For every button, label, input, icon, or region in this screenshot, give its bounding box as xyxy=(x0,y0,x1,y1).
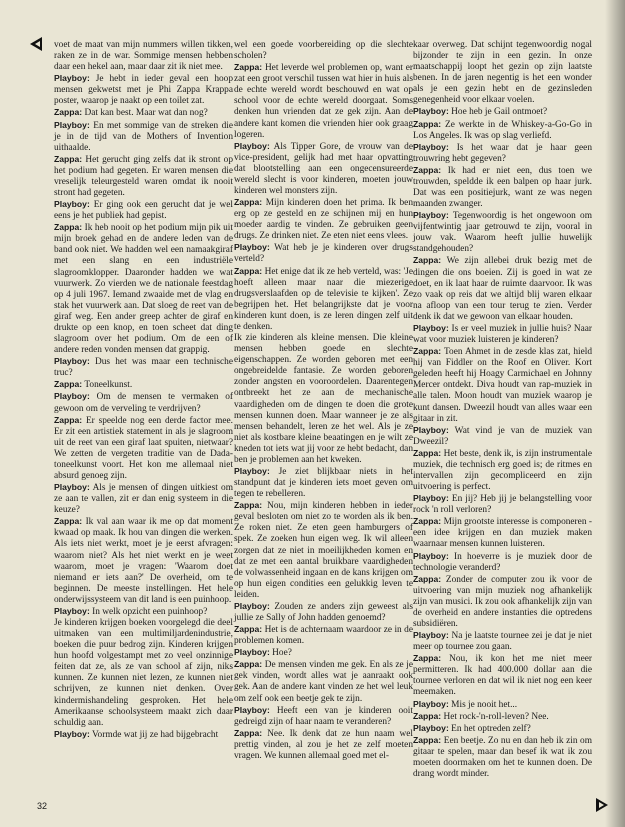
interview-paragraph xyxy=(413,699,592,711)
interview-paragraph xyxy=(234,647,413,659)
speaker-label-playboy: Playboy: xyxy=(234,704,270,715)
paragraph-text: In hoeverre is je muziek door de technologie veranderd? xyxy=(413,551,592,573)
paragraph-text: Om de mensen te vermaken of gewoon om de verveling te verdrijven? xyxy=(54,392,234,414)
paragraph-text: In welk opzicht een puinhoop? xyxy=(92,606,208,617)
interview-paragraph xyxy=(234,705,413,728)
speaker-label-playboy: Playboy: xyxy=(413,210,449,221)
paragraph-text: Dus het was maar een technische truc? xyxy=(54,357,233,379)
speaker-label-zappa: Zappa: xyxy=(413,710,442,721)
paragraph-text: Mijn grootste interesse is componeren - een idee krijgen en dan muziek maken waarnaar mensen kunnen luisteren. xyxy=(413,517,592,550)
page-number: 32 xyxy=(37,801,48,811)
interview-paragraph xyxy=(413,711,592,723)
interview-paragraph xyxy=(234,500,413,601)
interview-paragraph xyxy=(54,120,233,154)
paragraph-text: Vormde wat jij ze had bijgebracht xyxy=(92,729,219,740)
interview-paragraph xyxy=(234,242,413,265)
interview-paragraph xyxy=(54,73,233,107)
paragraph-text: Is er veel muziek in jullie huis? Naar wat voor muziek luisteren je kinderen? xyxy=(413,323,592,346)
paragraph-text: Hoe heb je Gail ontmoet? xyxy=(451,107,548,118)
paragraph-text: Het leverde wel problemen op, want er zat een groot verschil tussen wat hier in huis als de echte wereld wordt beschouwd en wat op school voor de echte wereld doorgaat. Soms denken hun vrienden dat ze gek zijn. Aan de andere kant komen die vrienden hier ook graag logeren. xyxy=(234,63,413,140)
interview-paragraph xyxy=(234,624,413,647)
interview-paragraph xyxy=(413,40,592,106)
paragraph-text: En jij? Heb jij je belangstelling voor rock 'n roll verloren? xyxy=(413,494,592,516)
paragraph-text: Ze werkte in de Whiskey-a-Go-Go in Los Angeles. Ik was op slag verliefd. xyxy=(413,119,592,141)
interview-paragraph xyxy=(413,653,592,698)
speaker-label-playboy: Playboy: xyxy=(413,322,449,333)
speaker-label-zappa: Zappa: xyxy=(234,62,263,73)
interview-paragraph xyxy=(234,266,413,333)
speaker-label-zappa: Zappa: xyxy=(413,255,442,266)
speaker-label-zappa: Zappa: xyxy=(54,516,83,527)
speaker-label-playboy: Playboy: xyxy=(413,722,449,733)
speaker-label-zappa: Zappa: xyxy=(234,624,263,635)
speaker-label-playboy: Playboy: xyxy=(54,119,90,130)
paragraph-text: Wat heb je je kinderen over drugs verteld? xyxy=(234,243,413,265)
speaker-label-zappa: Zappa: xyxy=(234,659,263,670)
previous-page-arrow-icon[interactable] xyxy=(30,37,42,51)
interview-paragraph xyxy=(234,659,413,704)
speaker-label-zappa: Zappa: xyxy=(234,197,263,208)
speaker-label-playboy: Playboy: xyxy=(234,600,270,611)
paragraph-text: Je hebt in ieder geval een hoop mensen gekwetst met je Phi Zappa Krappa poster, waarop je naakt op een toilet zat. xyxy=(54,74,234,107)
interview-paragraph xyxy=(413,106,592,118)
interview-paragraph xyxy=(54,199,233,222)
interview-paragraph xyxy=(54,222,233,356)
interview-paragraph xyxy=(413,551,592,574)
paragraph-text: Toneelkunst. xyxy=(84,380,133,391)
speaker-label-playboy: Playboy: xyxy=(54,73,90,84)
paragraph-text: Nee. Ik denk dat ze hun naam wel prettig vinden, al zou je het ze zelf moeten vragen. We kunnen allemaal goed met el- xyxy=(234,728,413,761)
interview-paragraph xyxy=(234,141,413,197)
paragraph-text: Toen Ahmet in de zesde klas zat, hield hij van Fiddler on the Roof en Oliver. Kort geleden heeft hij Hoagy Carmichael en Johnny Mercer ontdekt. Diva houdt van rap-muziek in alle talen. Moon houdt van muziek waarop je kunt dansen. Dweezil houdt van alles waar een gitaar in zit. xyxy=(413,347,593,424)
interview-paragraph xyxy=(234,601,413,624)
speaker-label-playboy: Playboy: xyxy=(413,141,449,152)
speaker-label-playboy: Playboy: xyxy=(54,482,90,493)
interview-paragraph xyxy=(413,255,592,322)
paragraph-text: Is het waar dat je haar geen trouwring hebt gegeven? xyxy=(413,142,592,164)
interview-paragraph xyxy=(413,119,592,142)
interview-paragraph xyxy=(413,516,592,550)
paragraph-text: Ik had er niet een, dus toen we trouwden, speldde ik een balpen op haar jurk. Dat was een positiejurk, want ze was negen maanden zwanger. xyxy=(413,165,592,210)
interview-paragraph xyxy=(54,391,233,414)
next-page-arrow-icon[interactable] xyxy=(596,798,608,812)
speaker-label-zappa: Zappa: xyxy=(54,153,83,164)
speaker-label-zappa: Zappa: xyxy=(413,346,442,357)
interview-paragraph xyxy=(54,356,233,379)
interview-paragraph xyxy=(54,107,233,119)
paragraph-text: Er speelde nog een derde factor mee. Er zit een artistiek statement in als je slagroom uit de reet van een giraf laat spuiten, nietwaar? We zetten de vergeten traditie van de Dada-toneelkunst voort. Het kon me allemaal niet absurd genoeg zijn. xyxy=(54,415,233,481)
text-column-1 xyxy=(54,40,233,741)
text-column-3 xyxy=(413,40,592,780)
paragraph-text: Nou, mijn kinderen hebben in ieder geval besloten om niet zo te worden als ik ben. Ze roken niet. Ze eten geen hamburgers of spek. Ze zoeken hun eigen weg. Ik wil alleen zorgen dat ze niet in moeilijkheden komen en dat ze met een aantal bruikbare vaardigheden de volwassenheid ingaan en de kans krijgen om op hun eigen condities een gelukkig leven te leiden. xyxy=(234,501,413,600)
interview-paragraph xyxy=(54,482,233,516)
interview-paragraph xyxy=(54,379,233,391)
speaker-label-playboy: Playboy: xyxy=(54,356,90,367)
interview-paragraph xyxy=(413,630,592,653)
interview-paragraph xyxy=(413,448,592,493)
paragraph-text: Ik heb nooit op het podium mijn pik uit mijn broek gehad en de andere leden van de band ook niet. We hadden wel een namaakgiraf met een slang en een industriële slagroomklopper. Daaronder hadden we wat vuurwerk. Zo vierden we de nationale feestdag op 4 juli 1967. Iemand zwaaide met de vlag en stak het vuurwerk aan. Dat sloeg de reet van de giraf weg. Een ander greep achter de giraf en drukte op een knop, en toen scheet dat ding slagroom over het podium. Om de een of andere reden vonden mensen dat grappig. xyxy=(54,223,234,356)
paragraph-text: Tegenwoordig is het ongewoon om vijfentwintig jaar getrouwd te zijn, vooral in jouw vak. Waarom heeft jullie huwelijk standgehouden? xyxy=(413,211,592,255)
interview-paragraph xyxy=(54,729,233,741)
paragraph-text: Het rock-'n-roll-leven? Nee. xyxy=(443,711,549,722)
interview-paragraph xyxy=(413,210,592,255)
paragraph-text: Ik zie kinderen als kleine mensen. Die kleine mensen hebben goede en slechte eigenschappen. Ze worden geboren met een ongebreidelde fantasie. Ze worden geboren zonder angsten en vooroordelen. Daarentegen ontbreekt het ze aan de mechanische vaardigheden om de dingen te doen die grote mensen kunnen doen. Maar wanneer je ze als mensen behandelt, leren ze het wel. Als je ze niet als kostbare kleine beaatingen en je wilt ze kneden tot iets wat jij voor ze hebt bedacht, dan ben je problemen aan het kweken. xyxy=(234,333,413,465)
speaker-label-zappa: Zappa: xyxy=(54,414,83,425)
paragraph-text: Je ziet blijkbaar niets in het standpunt dat je kinderen iets moet geven om tegen te rebelleren. xyxy=(234,466,413,500)
speaker-label-zappa: Zappa: xyxy=(413,447,442,458)
speaker-label-zappa: Zappa: xyxy=(413,118,442,129)
paragraph-text: Het beste, denk ik, is zijn instrumentale muziek, die technisch erg goed is; de ritmes en intervallen zijn gecompliceerd en zijn uitvoering is perfect. xyxy=(413,448,592,493)
paragraph-text: Het enige dat ik ze heb verteld, was: 'Je hoeft alleen maar naar die miezerige drugsverslaafden op de televisie te kijken'. Ze begrijpen het. Het belangrijkste dat je voor kinderen kunt doen, is ze leren dingen zelf uit te denken. xyxy=(234,266,413,332)
speaker-label-playboy: Playboy: xyxy=(413,630,449,641)
paragraph-text: Zouden ze anders zijn geweest als jullie ze Sally of John hadden genoemd? xyxy=(234,601,413,623)
speaker-label-playboy: Playboy: xyxy=(413,550,449,561)
speaker-label-zappa: Zappa: xyxy=(413,164,442,175)
interview-paragraph xyxy=(413,323,592,346)
speaker-label-zappa: Zappa: xyxy=(54,107,83,118)
interview-paragraph xyxy=(54,516,233,606)
paragraph-text: Een beetje. Zo nu en dan heb ik zin om gitaar te spelen, maar dan besef ik wat ik zou moeten doormaken om het te kunnen doen. De drang wordt minder. xyxy=(413,735,592,779)
interview-paragraph xyxy=(234,466,413,500)
text-column-2 xyxy=(234,40,413,762)
paragraph-text: Als je mensen of dingen uitkiest om ze aan te vallen, zit er dan enig systeem in die keuze? xyxy=(54,483,233,516)
paragraph-text: wel een goede voorbereiding op die slechte scholen? xyxy=(234,40,413,62)
speaker-label-playboy: Playboy: xyxy=(413,698,449,709)
paragraph-text: We zijn allebei druk bezig met de dingen die ons boeien. Zij is goed in wat ze doet, en ik laat haar de ruimte daarvoor. Ik was zo vaak op reis dat we altijd blij waren elkaar na afloop van een tour terug te zien. Verder denk ik dat we gewoon van elkaar houden. xyxy=(413,256,592,322)
speaker-label-zappa: Zappa: xyxy=(413,734,442,745)
interview-paragraph xyxy=(234,62,413,141)
paragraph-text: Wat vind je van de muziek van Dweezil? xyxy=(413,425,592,447)
speaker-label-playboy: Playboy: xyxy=(54,605,90,616)
speaker-label-playboy: Playboy: xyxy=(54,199,90,210)
paragraph-text: De mensen vinden me gek. En als ze je gek vinden, wordt alles wat je aanraakt ook gek. Aan de andere kant vinden ze het wel leuk om zelf ook een beetje gek te zijn. xyxy=(234,660,413,704)
paragraph-text: Hoe? xyxy=(272,648,292,659)
interview-paragraph xyxy=(54,618,233,729)
paragraph-text: kaar overweg. Dat schijnt tegenwoordig nogal bijzonder te zijn in een gezin. In onze maatschappij loopt het gezin op zijn laatste benen. In de jaren negentig is het een wonder als je een gezin hebt en de gezinsleden genegenheid voor elkaar voelen. xyxy=(413,40,592,106)
speaker-label-zappa: Zappa: xyxy=(54,222,83,233)
speaker-label-playboy: Playboy: xyxy=(413,493,449,504)
speaker-label-zappa: Zappa: xyxy=(54,379,83,390)
speaker-label-zappa: Zappa: xyxy=(413,516,442,527)
page-spine-shadow xyxy=(605,0,625,827)
speaker-label-playboy: Playboy: xyxy=(413,424,449,435)
paragraph-text: Dat kan best. Maar wat dan nog? xyxy=(84,108,208,119)
paragraph-text: Het gerucht ging zelfs dat ik stront op het podium had gegeten. Er waren mensen die vreselijk teleurgesteld waren omdat ik nooit stront had gegeten. xyxy=(54,154,233,199)
paragraph-text: Heeft een van je kinderen ooit gedreigd zijn of haar naam te veranderen? xyxy=(234,705,413,727)
interview-paragraph xyxy=(54,415,233,482)
paragraph-text: Mijn kinderen doen het prima. Ik ben erg op ze gesteld en ze schijnen mij en hun moeder aardig te vinden. Ze gebruiken geen drugs. Ze drinken niet. Ze eten niet eens vlees. xyxy=(234,198,413,242)
paragraph-text: En het optreden zelf? xyxy=(451,723,531,734)
speaker-label-playboy: Playboy: xyxy=(234,647,270,658)
paragraph-text: Zonder de computer zou ik voor de uitvoering van mijn muziek nog afhankelijk zijn van musici. Ik zou ook afhankelijk zijn van de overheid en andere instanties die optredens subsidiëren. xyxy=(413,574,592,629)
speaker-label-zappa: Zappa: xyxy=(234,265,263,276)
speaker-label-zappa: Zappa: xyxy=(234,727,263,738)
interview-paragraph xyxy=(413,735,592,780)
interview-paragraph xyxy=(413,723,592,735)
paragraph-text: Het is de achternaam waardoor ze in de problemen komen. xyxy=(234,625,413,647)
interview-paragraph xyxy=(413,142,592,165)
speaker-label-playboy: Playboy: xyxy=(234,465,270,476)
interview-paragraph xyxy=(234,197,413,242)
interview-paragraph xyxy=(54,154,233,199)
speaker-label-zappa: Zappa: xyxy=(413,653,442,664)
interview-paragraph xyxy=(413,425,592,448)
speaker-label-playboy: Playboy: xyxy=(234,140,270,151)
speaker-label-playboy: Playboy: xyxy=(54,391,90,402)
paragraph-text: Nou, ik kon het me niet meer permitteren. Ik had 400.000 dollar aan die tournee verloren en dat wil ik niet nog een keer meemaken. xyxy=(413,654,592,698)
paragraph-text: Als Tipper Gore, de vrouw van de vice-president, gelijk had met haar opvatting dat blootstelling aan een ongecensureerde wereld slecht is voor kinderen, moeten jouw kinderen wel monsters zijn. xyxy=(234,141,413,197)
paragraph-text: Na je laatste tournee zei je dat je niet meer op tournee zou gaan. xyxy=(413,631,592,653)
interview-paragraph xyxy=(413,493,592,516)
interview-paragraph xyxy=(234,333,413,466)
paragraph-text: Mis je nooit het... xyxy=(451,699,518,710)
speaker-label-playboy: Playboy: xyxy=(234,242,270,253)
interview-paragraph xyxy=(54,40,233,73)
speaker-label-playboy: Playboy: xyxy=(54,728,90,739)
interview-paragraph xyxy=(234,728,413,762)
speaker-label-zappa: Zappa: xyxy=(413,573,442,584)
speaker-label-playboy: Playboy: xyxy=(413,106,449,117)
interview-paragraph xyxy=(54,606,233,618)
interview-paragraph xyxy=(413,346,592,425)
paragraph-text: Je kinderen krijgen boeken voorgelegd die deel uitmaken van een multimiljardenindustrie, boeken die puur bedrog zijn. Kinderen krijgen hun hoofd volgestampt met zo veel onzinnige feiten dat ze, als ze van school af zijn, niks kunnen. Ze kunnen niet lezen, ze kunnen niet schrijven, ze kunnen niet denken. Over kindermishandeling gesproken. Het hele Amerikaanse schoolsysteem maakt zich daar schuldig aan. xyxy=(54,617,233,728)
paragraph-text: En met sommige van de streken die je in de tijd van de Mothers of Invention uithaalde. xyxy=(54,120,233,153)
interview-paragraph xyxy=(234,40,413,62)
paragraph-text: Ik val aan waar ik me op dat moment kwaad op maak. Ik hou van dingen die werken. Als iets niet werkt, moet je je eerst afvragen: waarom niet? Als het niet werkt en je weet waarom, moet je vragen: 'Waarom doet niemand er iets aan?' De overheid, om te beginnen. De meeste instellingen. Het hele onderwijssysteem van dit land is een puinhoop. xyxy=(54,517,233,605)
paragraph-text: voet de maat van mijn nummers willen tikken, raken ze in de war. Sommige mensen hebben daar een hekel aan, maar daar zit ik niet mee. xyxy=(54,40,233,73)
paragraph-text: Er ging ook een gerucht dat je wel eens je het publiek had gepist. xyxy=(54,200,233,222)
interview-paragraph xyxy=(413,574,592,630)
interview-paragraph xyxy=(413,165,592,210)
speaker-label-zappa: Zappa: xyxy=(234,500,263,511)
